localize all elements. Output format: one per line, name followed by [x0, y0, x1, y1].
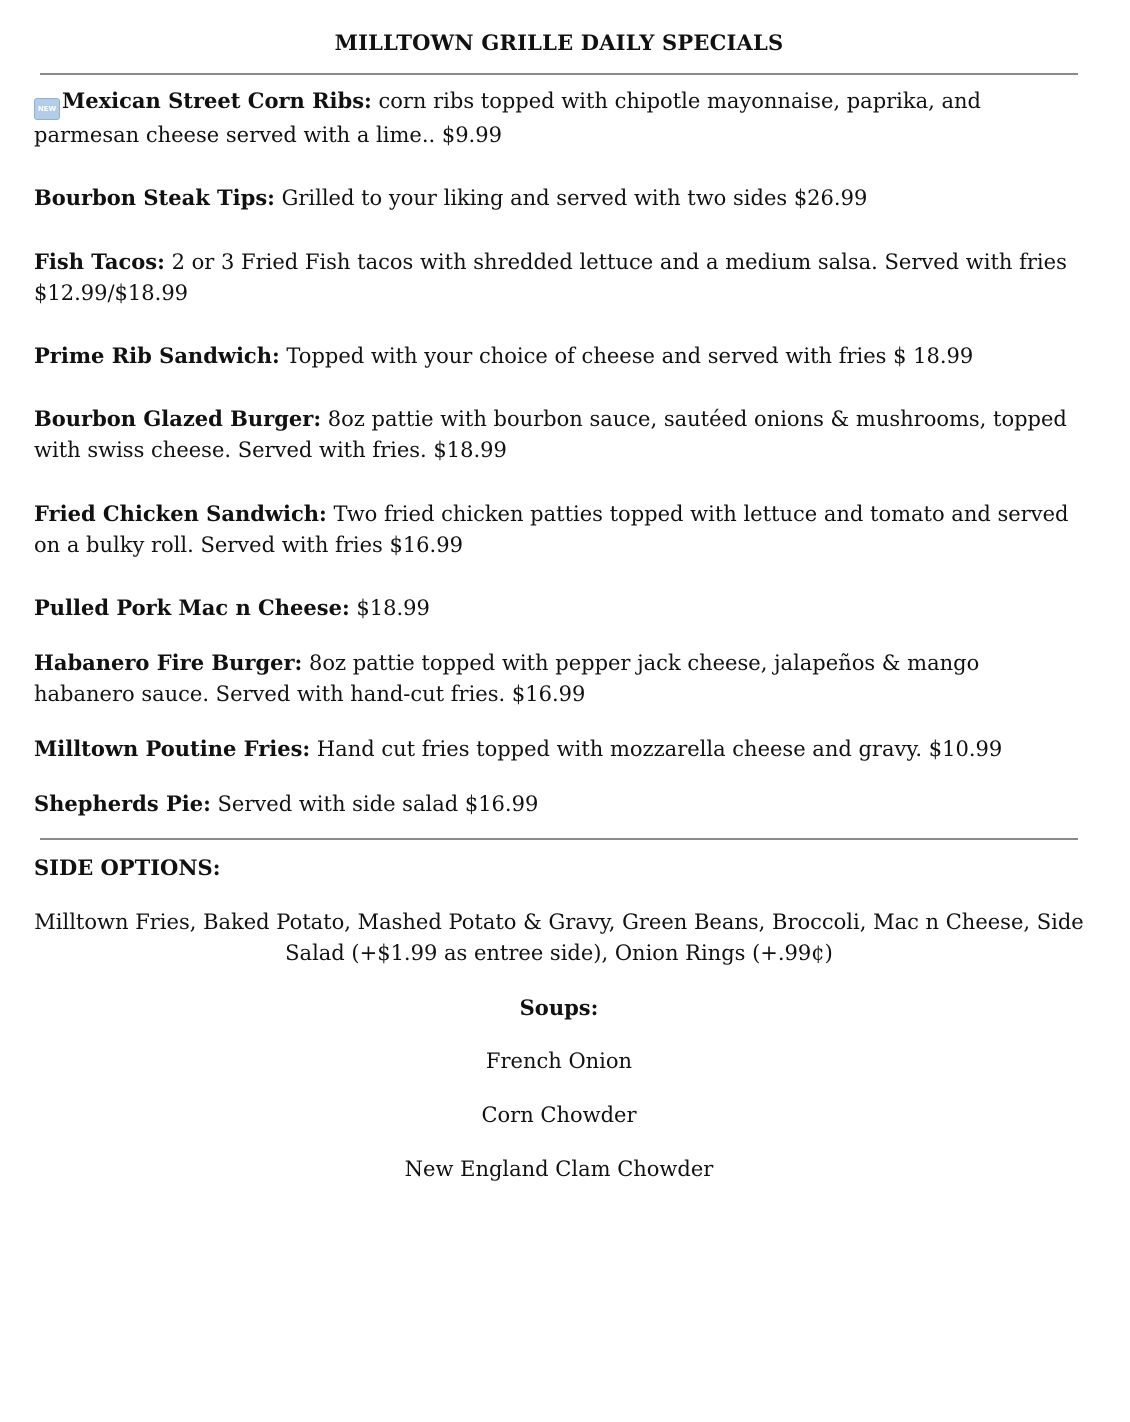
special-desc: Topped with your choice of cheese and served with fries $ 18.99	[279, 344, 974, 368]
side-options-text: Milltown Fries, Baked Potato, Mashed Potato & Gravy, Green Beans, Broccoli, Mac n Cheese, Side Salad (+$1.99 as entree side), Onion Rings (+.99¢)	[34, 910, 1084, 965]
special-item	[34, 182, 1084, 214]
specials-list	[34, 85, 1084, 820]
page-title: MILLTOWN GRILLE DAILY SPECIALS	[334, 30, 784, 55]
special-desc: Two fried chicken patties topped with lettuce and tomato and served on a bulky roll. Served with fries $16.99	[34, 502, 1069, 557]
special-name: Bourbon Glazed Burger:	[34, 406, 322, 431]
menu-page	[34, 30, 1084, 1185]
special-item	[34, 85, 1084, 151]
special-desc: Grilled to your liking and served with two sides $26.99	[274, 186, 868, 210]
special-desc: $18.99	[349, 596, 430, 620]
special-desc: 2 or 3 Fried Fish tacos with shredded lettuce and a medium salsa. Served with fries $12.99/$18.99	[34, 250, 1067, 305]
special-item	[34, 647, 1084, 710]
new-icon: NEW	[34, 98, 60, 120]
special-item	[34, 340, 1084, 372]
side-options-label: SIDE OPTIONS:	[34, 855, 221, 880]
special-desc: corn ribs topped with chipotle mayonnaise, paprika, and parmesan cheese served with a lime.. $9.99	[34, 89, 981, 147]
special-item	[34, 788, 1084, 820]
special-name: Pulled Pork Mac n Cheese:	[34, 595, 350, 620]
soup-item: New England Clam Chowder	[404, 1157, 714, 1181]
special-name: Bourbon Steak Tips:	[34, 185, 275, 210]
special-item	[34, 733, 1084, 765]
special-name: Prime Rib Sandwich:	[34, 343, 280, 368]
special-item	[34, 246, 1084, 309]
special-name: Shepherds Pie:	[34, 791, 211, 816]
special-item	[34, 403, 1084, 466]
special-desc: 8oz pattie with bourbon sauce, sautéed onions & mushrooms, topped with swiss cheese. Served with fries. $18.99	[34, 407, 1067, 462]
special-name: Mexican Street Corn Ribs:	[62, 88, 372, 113]
special-desc: Served with side salad $16.99	[210, 792, 539, 816]
soups-label: Soups:	[519, 995, 599, 1020]
special-desc: Hand cut fries topped with mozzarella cheese and gravy. $10.99	[310, 737, 1003, 761]
special-desc: 8oz pattie topped with pepper jack cheese, jalapeños & mango habanero sauce. Served with hand-cut fries. $16.99	[34, 651, 980, 706]
special-name: Milltown Poutine Fries:	[34, 736, 311, 761]
top-divider	[40, 73, 1078, 75]
soup-item: Corn Chowder	[481, 1103, 637, 1127]
special-name: Habanero Fire Burger:	[34, 650, 303, 675]
special-name: Fried Chicken Sandwich:	[34, 501, 327, 526]
soup-item: French Onion	[485, 1049, 633, 1073]
special-item	[34, 498, 1084, 561]
special-name: Fish Tacos:	[34, 249, 165, 274]
bottom-divider	[40, 838, 1078, 840]
special-item	[34, 592, 1084, 624]
